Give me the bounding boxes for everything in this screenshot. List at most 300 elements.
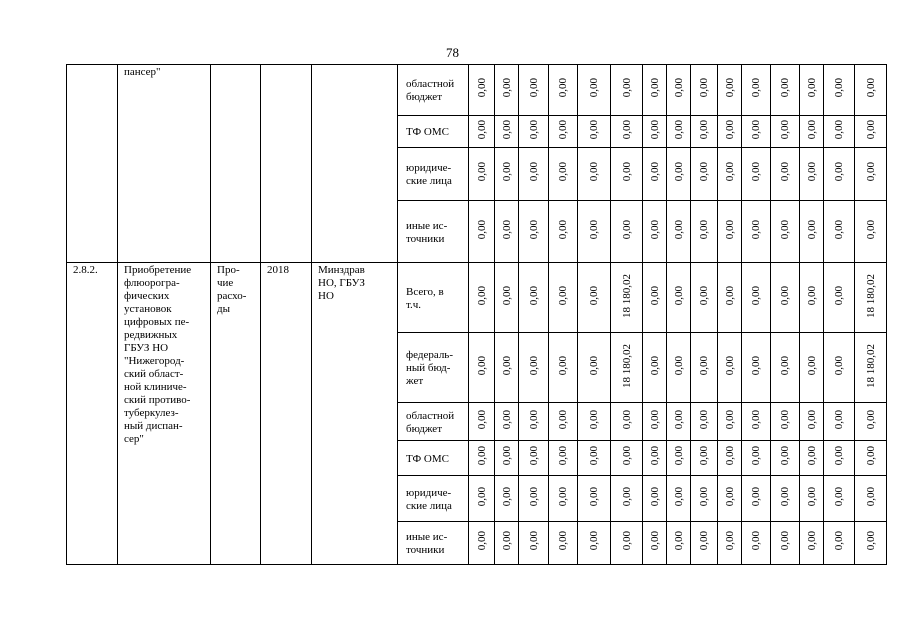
amount-value: 0,00 <box>805 531 818 551</box>
amount-value: 0,00 <box>833 285 845 306</box>
amount-cell <box>718 65 742 116</box>
amount-value: 0,00 <box>698 162 710 182</box>
amount-value: 0,00 <box>648 531 661 551</box>
amount-value: 0,00 <box>805 78 818 98</box>
amount-value: 0,00 <box>698 355 710 376</box>
amount-cell <box>771 116 800 148</box>
amount-value: 0,00 <box>557 531 569 551</box>
amount-cell <box>718 116 742 148</box>
executor-cell-text: Минздрав НО, ГБУЗ НО <box>318 264 365 302</box>
funding-source-cell <box>398 148 469 201</box>
amount-cell <box>469 441 495 476</box>
amount-value: 0,00 <box>805 285 818 306</box>
amount-value: 0,00 <box>864 162 877 182</box>
amount-value: 0,00 <box>805 162 818 182</box>
amount-cell <box>855 201 887 263</box>
amount-value: 0,00 <box>698 446 710 466</box>
amount-cell <box>800 65 824 116</box>
amount-value: 0,00 <box>723 409 736 430</box>
amount-value: 0,00 <box>698 486 710 507</box>
amount-value: 0,00 <box>527 446 540 466</box>
amount-value: 0,00 <box>779 531 791 551</box>
amount-value: 0,00 <box>557 285 569 306</box>
amount-cell <box>549 263 578 333</box>
amount-cell <box>495 148 519 201</box>
amount-value: 0,00 <box>833 355 845 376</box>
amount-cell <box>519 65 549 116</box>
amount-value: 0,00 <box>750 531 762 551</box>
amount-cell <box>691 522 718 565</box>
amount-value: 0,00 <box>475 409 488 430</box>
amount-cell <box>742 65 771 116</box>
amount-value: 0,00 <box>527 531 540 551</box>
amount-value: 0,00 <box>864 446 877 466</box>
funding-source-cell <box>398 441 469 476</box>
amount-value: 0,00 <box>500 78 513 98</box>
amount-value: 0,00 <box>527 162 540 182</box>
amount-cell <box>495 116 519 148</box>
amount-cell <box>718 148 742 201</box>
amount-value: 0,00 <box>588 285 600 306</box>
amount-cell <box>718 441 742 476</box>
amount-cell <box>643 333 667 403</box>
funding-source-cell <box>398 403 469 441</box>
amount-cell <box>667 201 691 263</box>
amount-value: 0,00 <box>672 285 685 306</box>
amount-cell <box>643 263 667 333</box>
amount-cell <box>855 522 887 565</box>
expense-type-cell <box>211 263 261 565</box>
amount-cell <box>549 116 578 148</box>
amount-value: 0,00 <box>864 531 877 551</box>
amount-cell <box>611 148 643 201</box>
amount-cell <box>495 65 519 116</box>
amount-cell <box>495 263 519 333</box>
amount-value: 18 180,02 <box>864 273 877 318</box>
amount-value: 18 180,02 <box>864 343 877 388</box>
amount-value: 0,00 <box>779 446 791 466</box>
amount-value: 0,00 <box>500 531 513 551</box>
amount-value: 0,00 <box>864 78 877 98</box>
funding-source-cell <box>398 201 469 263</box>
amount-cell <box>519 476 549 522</box>
funding-source-cell <box>398 522 469 565</box>
amount-value: 0,00 <box>672 486 685 507</box>
amount-value: 0,00 <box>833 119 845 140</box>
amount-value: 0,00 <box>648 162 661 182</box>
amount-value: 18 180,02 <box>620 273 633 318</box>
amount-value: 0,00 <box>648 446 661 466</box>
amount-value: 0,00 <box>527 285 540 306</box>
amount-value: 0,00 <box>672 162 685 182</box>
amount-value: 0,00 <box>620 486 633 507</box>
amount-cell <box>742 201 771 263</box>
amount-cell <box>519 403 549 441</box>
amount-value: 0,00 <box>648 355 661 376</box>
amount-cell <box>800 201 824 263</box>
amount-value: 0,00 <box>750 355 762 376</box>
amount-cell <box>691 333 718 403</box>
amount-value: 0,00 <box>620 162 633 182</box>
amount-cell <box>824 333 855 403</box>
amount-cell <box>691 441 718 476</box>
amount-cell <box>578 116 611 148</box>
amount-value: 0,00 <box>864 409 877 430</box>
amount-value: 0,00 <box>750 446 762 466</box>
amount-cell <box>495 522 519 565</box>
amount-value: 0,00 <box>672 446 685 466</box>
amount-cell <box>469 403 495 441</box>
table-row <box>67 65 887 116</box>
amount-cell <box>495 201 519 263</box>
amount-value: 0,00 <box>750 119 762 140</box>
amount-cell <box>718 201 742 263</box>
amount-value: 0,00 <box>779 219 791 240</box>
amount-cell <box>519 441 549 476</box>
amount-cell <box>800 476 824 522</box>
amount-cell <box>855 65 887 116</box>
amount-cell <box>691 148 718 201</box>
amount-value: 0,00 <box>620 531 633 551</box>
amount-cell <box>824 441 855 476</box>
amount-cell <box>495 333 519 403</box>
amount-cell <box>549 403 578 441</box>
amount-value: 0,00 <box>833 446 845 466</box>
amount-cell <box>549 522 578 565</box>
amount-cell <box>771 476 800 522</box>
amount-value: 0,00 <box>864 486 877 507</box>
amount-value: 0,00 <box>648 78 661 98</box>
amount-cell <box>469 65 495 116</box>
amount-value: 0,00 <box>779 355 791 376</box>
funding-source-cell-text: областной бюджет <box>406 409 455 435</box>
amount-cell <box>667 476 691 522</box>
amount-cell <box>855 263 887 333</box>
amount-cell <box>824 403 855 441</box>
amount-cell <box>855 333 887 403</box>
amount-cell <box>578 148 611 201</box>
amount-value: 0,00 <box>723 78 736 98</box>
amount-cell <box>611 441 643 476</box>
amount-value: 0,00 <box>557 219 569 240</box>
executor-cell <box>312 263 398 565</box>
amount-value: 0,00 <box>698 219 710 240</box>
amount-cell <box>771 441 800 476</box>
amount-value: 0,00 <box>805 119 818 140</box>
amount-cell <box>643 476 667 522</box>
amount-cell <box>578 201 611 263</box>
amount-value: 0,00 <box>864 219 877 240</box>
amount-value: 0,00 <box>557 119 569 140</box>
amount-value: 0,00 <box>672 219 685 240</box>
amount-cell <box>578 333 611 403</box>
amount-cell <box>611 333 643 403</box>
amount-value: 0,00 <box>620 446 633 466</box>
amount-cell <box>718 333 742 403</box>
amount-cell <box>824 476 855 522</box>
amount-cell <box>800 148 824 201</box>
amount-value: 0,00 <box>648 285 661 306</box>
amount-cell <box>519 116 549 148</box>
amount-cell <box>643 116 667 148</box>
amount-value: 0,00 <box>833 409 845 430</box>
amount-value: 0,00 <box>475 162 488 182</box>
amount-cell <box>611 116 643 148</box>
amount-value: 0,00 <box>723 531 736 551</box>
amount-cell <box>667 263 691 333</box>
amount-cell <box>578 441 611 476</box>
amount-value: 0,00 <box>557 409 569 430</box>
amount-value: 0,00 <box>833 219 845 240</box>
amount-value: 0,00 <box>833 162 845 182</box>
amount-value: 0,00 <box>500 219 513 240</box>
item-number-cell <box>67 263 118 565</box>
amount-cell <box>691 65 718 116</box>
amount-value: 0,00 <box>588 78 600 98</box>
amount-cell <box>771 65 800 116</box>
amount-cell <box>742 116 771 148</box>
amount-cell <box>718 403 742 441</box>
amount-cell <box>691 116 718 148</box>
expense-type-cell <box>211 65 261 263</box>
amount-value: 0,00 <box>557 78 569 98</box>
amount-value: 0,00 <box>779 285 791 306</box>
amount-cell <box>691 476 718 522</box>
amount-cell <box>495 441 519 476</box>
amount-value: 0,00 <box>648 219 661 240</box>
amount-cell <box>771 333 800 403</box>
amount-cell <box>469 333 495 403</box>
amount-cell <box>549 148 578 201</box>
amount-value: 18 180,02 <box>620 343 633 388</box>
amount-cell <box>519 201 549 263</box>
amount-value: 0,00 <box>527 78 540 98</box>
amount-cell <box>667 65 691 116</box>
amount-value: 0,00 <box>672 355 685 376</box>
amount-value: 0,00 <box>672 78 685 98</box>
amount-cell <box>643 148 667 201</box>
amount-value: 0,00 <box>723 486 736 507</box>
amount-value: 0,00 <box>698 409 710 430</box>
amount-cell <box>824 263 855 333</box>
amount-value: 0,00 <box>620 78 633 98</box>
amount-cell <box>855 116 887 148</box>
amount-cell <box>855 476 887 522</box>
amount-cell <box>667 522 691 565</box>
funding-source-cell-text: иные ис- точники <box>406 531 448 556</box>
amount-value: 0,00 <box>672 531 685 551</box>
expense-type-cell-text: Про- чие расхо- ды <box>217 264 247 315</box>
amount-value: 0,00 <box>527 355 540 376</box>
amount-value: 0,00 <box>723 219 736 240</box>
amount-value: 0,00 <box>475 78 488 98</box>
amount-cell <box>742 476 771 522</box>
amount-value: 0,00 <box>779 486 791 507</box>
item-number-cell <box>67 65 118 263</box>
amount-value: 0,00 <box>723 119 736 140</box>
amount-value: 0,00 <box>500 119 513 140</box>
year-cell <box>261 65 312 263</box>
amount-value: 0,00 <box>475 219 488 240</box>
amount-value: 0,00 <box>527 219 540 240</box>
amount-cell <box>824 522 855 565</box>
amount-value: 0,00 <box>698 531 710 551</box>
amount-cell <box>469 263 495 333</box>
amount-value: 0,00 <box>723 285 736 306</box>
amount-value: 0,00 <box>864 119 877 140</box>
amount-value: 0,00 <box>620 119 633 140</box>
amount-cell <box>855 403 887 441</box>
amount-cell <box>824 116 855 148</box>
amount-cell <box>855 148 887 201</box>
amount-value: 0,00 <box>557 355 569 376</box>
amount-cell <box>611 201 643 263</box>
amount-cell <box>519 522 549 565</box>
amount-cell <box>643 65 667 116</box>
funding-source-cell <box>398 65 469 116</box>
amount-cell <box>771 263 800 333</box>
amount-value: 0,00 <box>833 78 845 98</box>
amount-value: 0,00 <box>620 219 633 240</box>
amount-cell <box>495 476 519 522</box>
amount-value: 0,00 <box>779 409 791 430</box>
amount-cell <box>855 441 887 476</box>
amount-cell <box>643 201 667 263</box>
amount-cell <box>519 263 549 333</box>
funding-source-cell <box>398 333 469 403</box>
item-name-cell <box>118 263 211 565</box>
amount-value: 0,00 <box>698 285 710 306</box>
funding-source-cell <box>398 263 469 333</box>
page-number: 78 <box>446 45 459 60</box>
funding-source-cell-text: ТФ ОМС <box>406 452 449 465</box>
amount-value: 0,00 <box>698 119 710 140</box>
amount-value: 0,00 <box>723 446 736 466</box>
amount-value: 0,00 <box>723 355 736 376</box>
amount-cell <box>469 148 495 201</box>
amount-cell <box>800 333 824 403</box>
amount-value: 0,00 <box>805 446 818 466</box>
amount-cell <box>771 148 800 201</box>
amount-cell <box>611 403 643 441</box>
amount-value: 0,00 <box>805 219 818 240</box>
amount-value: 0,00 <box>500 162 513 182</box>
amount-value: 0,00 <box>500 285 513 306</box>
amount-value: 0,00 <box>527 409 540 430</box>
amount-cell <box>800 403 824 441</box>
amount-cell <box>549 441 578 476</box>
amount-value: 0,00 <box>500 409 513 430</box>
amount-value: 0,00 <box>833 531 845 551</box>
amount-cell <box>824 148 855 201</box>
amount-cell <box>718 522 742 565</box>
table-row <box>67 263 887 333</box>
budget-table <box>66 64 887 565</box>
amount-value: 0,00 <box>779 119 791 140</box>
amount-value: 0,00 <box>475 446 488 466</box>
funding-source-cell-text: ТФ ОМС <box>406 126 449 138</box>
amount-value: 0,00 <box>750 409 762 430</box>
amount-cell <box>643 403 667 441</box>
amount-value: 0,00 <box>475 285 488 306</box>
amount-value: 0,00 <box>588 355 600 376</box>
amount-value: 0,00 <box>805 355 818 376</box>
amount-value: 0,00 <box>557 486 569 507</box>
amount-cell <box>469 201 495 263</box>
amount-cell <box>578 476 611 522</box>
amount-cell <box>578 263 611 333</box>
amount-cell <box>643 441 667 476</box>
amount-value: 0,00 <box>557 162 569 182</box>
amount-value: 0,00 <box>805 486 818 507</box>
amount-value: 0,00 <box>833 486 845 507</box>
amount-cell <box>469 116 495 148</box>
amount-value: 0,00 <box>672 409 685 430</box>
amount-value: 0,00 <box>750 285 762 306</box>
amount-cell <box>718 476 742 522</box>
amount-value: 0,00 <box>588 409 600 430</box>
amount-cell <box>667 148 691 201</box>
amount-value: 0,00 <box>750 162 762 182</box>
amount-cell <box>771 403 800 441</box>
amount-value: 0,00 <box>750 486 762 507</box>
funding-source-cell-text: юридиче- ские лица <box>406 162 452 187</box>
amount-cell <box>578 403 611 441</box>
amount-value: 0,00 <box>779 162 791 182</box>
amount-cell <box>643 522 667 565</box>
amount-cell <box>824 201 855 263</box>
amount-value: 0,00 <box>698 78 710 98</box>
funding-source-cell-text: Всего, в т.ч. <box>406 285 444 311</box>
amount-value: 0,00 <box>475 119 488 140</box>
item-number-cell-text: 2.8.2. <box>73 264 98 276</box>
amount-value: 0,00 <box>648 486 661 507</box>
funding-source-cell-text: федераль- ный бюд- жет <box>406 349 453 387</box>
amount-cell <box>611 263 643 333</box>
amount-cell <box>611 522 643 565</box>
amount-cell <box>667 441 691 476</box>
amount-value: 0,00 <box>557 446 569 466</box>
amount-value: 0,00 <box>723 162 736 182</box>
amount-value: 0,00 <box>648 409 661 430</box>
amount-value: 0,00 <box>779 78 791 98</box>
amount-cell <box>578 522 611 565</box>
amount-cell <box>771 201 800 263</box>
amount-cell <box>667 403 691 441</box>
funding-source-cell-text: иные ис- точники <box>406 219 448 245</box>
amount-value: 0,00 <box>475 355 488 376</box>
amount-cell <box>469 476 495 522</box>
executor-cell <box>312 65 398 263</box>
item-name-cell <box>118 65 211 263</box>
amount-cell <box>742 263 771 333</box>
amount-value: 0,00 <box>805 409 818 430</box>
amount-cell <box>549 333 578 403</box>
amount-cell <box>495 403 519 441</box>
year-cell-text: 2018 <box>267 264 289 276</box>
item-name-cell-text: пансер" <box>124 66 161 78</box>
amount-value: 0,00 <box>588 219 600 240</box>
amount-cell <box>742 148 771 201</box>
amount-value: 0,00 <box>750 78 762 98</box>
amount-cell <box>519 333 549 403</box>
amount-cell <box>800 116 824 148</box>
amount-cell <box>800 263 824 333</box>
amount-cell <box>691 201 718 263</box>
amount-cell <box>611 476 643 522</box>
amount-value: 0,00 <box>620 409 633 430</box>
amount-cell <box>691 403 718 441</box>
